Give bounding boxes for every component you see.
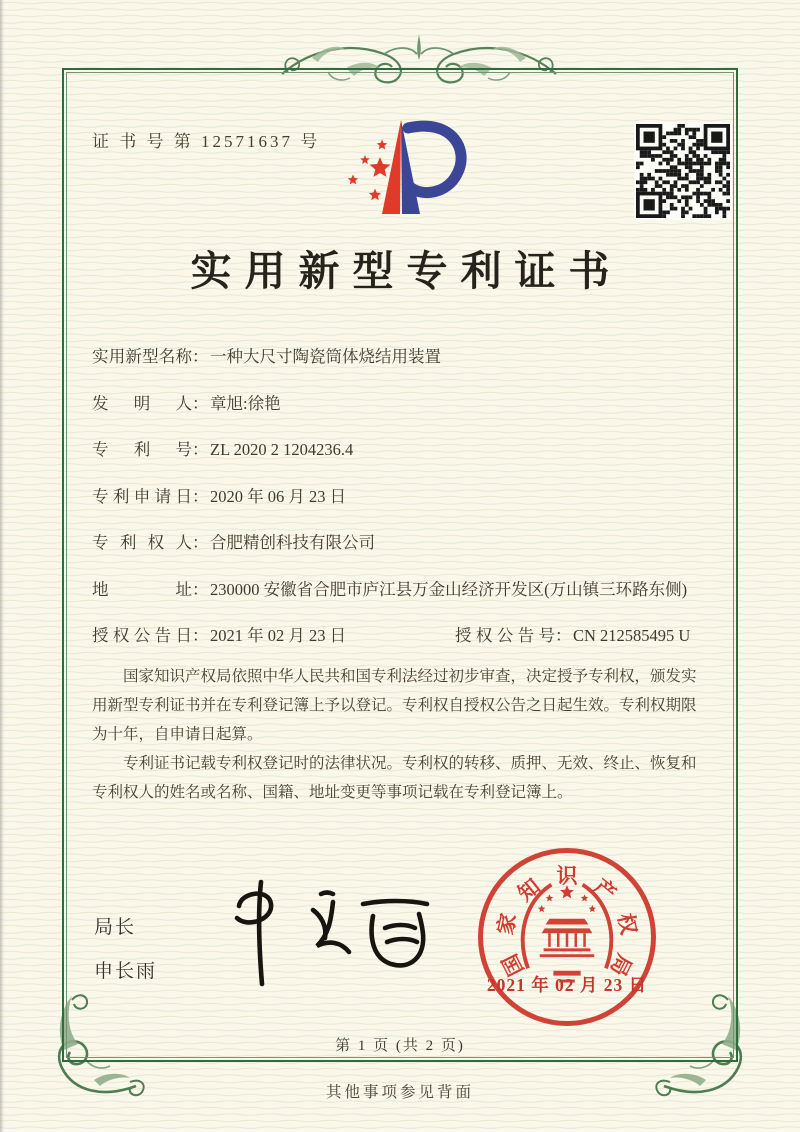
field-row-patent-number: 专利号 ： ZL 2020 2 1204236.4 [92,440,354,459]
seal-ring-character: 识 [556,864,578,888]
seal-date: 2021 年 02 月 23 日 [486,975,648,995]
seal-ring-character: 局 [605,949,637,980]
field-row-filing-date: 专利申请日 ： 2020 年 06 月 23 日 [92,486,347,506]
certificate-fields [92,346,714,647]
certificate-number: 证 书 号 第 12571637 号 [92,132,321,151]
seal-ring-character: 知 [512,873,545,906]
field-row-inventors: 发明人 ： 章旭:徐艳 [92,393,281,413]
field-row-address: 地址 ： 230000 安徽省合肥市庐江县万金山经济开发区(万山镇三环路东侧) [92,579,688,599]
field-label: 地址 [92,579,192,599]
field-label: 授权公告号 [455,626,555,645]
national-ip-office-seal [478,848,656,1026]
legal-text [92,662,710,807]
qr-code-icon [634,122,732,220]
field-value: 2020 年 06 月 23 日 [210,486,347,506]
cnipa-logo-icon [330,110,480,228]
commissioner-name: 申长雨 [94,961,158,982]
back-side-note: 其他事项参见背面 [325,1084,474,1101]
field-value: 230000 安徽省合肥市庐江县万金山经济开发区(万山镇三环路东侧) [210,579,688,599]
seal-ring-character: 家 [493,911,522,938]
legal-paragraph-1: 国家知识产权局依照中华人民共和国专利法经过初步审查，决定授予专利权，颁发实用新型专利证书并在专利登记簿上予以登记。专利权自授权公告之日起生效。专利权期限为十年，自申请日起算。 [92,668,697,743]
field-label: 专利申请日 [92,486,192,506]
commissioner-title: 局长 [94,917,137,938]
field-label: 授权公告日 [92,626,192,645]
field-row-grant-announcement: 授权公告日 ： 2021 年 02 月 23 日 授权公告号 ： CN 212585495 U [92,626,691,645]
field-label: 专利权人 [92,533,192,552]
seal-ring-character: 产 [589,873,622,906]
field-value: 合肥精创科技有限公司 [210,533,375,552]
field-row-patentee: 专利权人 ： 合肥精创科技有限公司 [92,533,375,552]
field-label: 专利号 [92,440,192,459]
field-label: 实用新型名称 [92,347,192,366]
field-value: 一种大尺寸陶瓷筒体烧结用装置 [210,347,441,366]
seal-ring-character: 权 [612,911,641,938]
scan-edge-shadow [0,0,4,1132]
field-row-utility-model-name: 实用新型名称 ： 一种大尺寸陶瓷筒体烧结用装置 [92,347,441,366]
signature-shen-changyu-icon [212,876,442,991]
field-value: 章旭:徐艳 [210,393,281,413]
certificate-title: 实用新型专利证书 [190,248,623,294]
legal-paragraph-2: 专利证书记载专利权登记时的法律状况。专利权的转移、质押、无效、终止、恢复和专利权人的姓名或名称、国籍、地址变更等事项记载在专利登记簿上。 [92,755,697,801]
page-number: 第 1 页 (共 2 页) [335,1038,465,1054]
field-value: ZL 2020 2 1204236.4 [210,440,354,459]
grant-number-value: CN 212585495 U [573,626,691,645]
grant-date-value: 2021 年 02 月 23 日 [210,626,347,645]
field-label: 发明人 [92,393,192,413]
commissioner-block [94,912,157,1000]
seal-ring-character: 国 [497,949,529,980]
